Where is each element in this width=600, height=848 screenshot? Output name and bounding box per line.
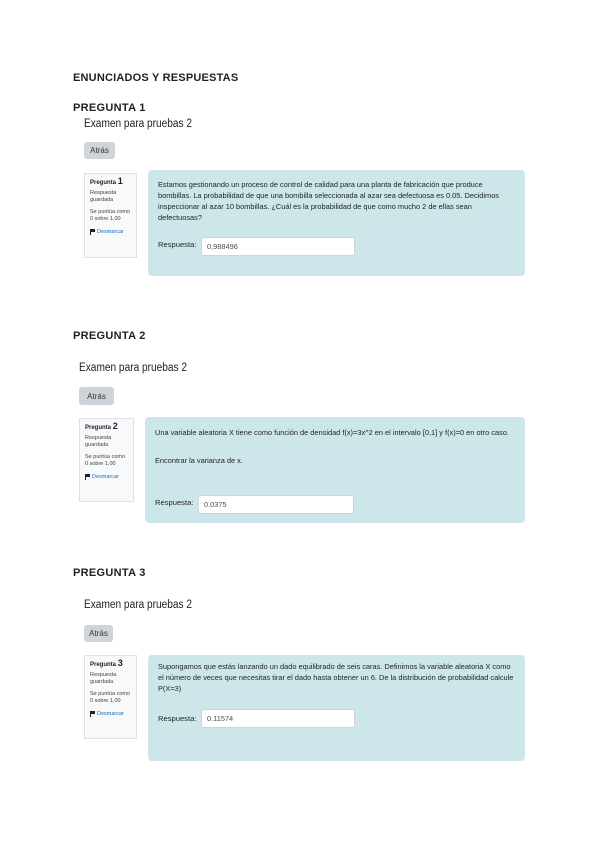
- exam-title: Examen para pruebas 2: [84, 599, 193, 611]
- back-button[interactable]: Atrás: [84, 142, 115, 159]
- flag-icon: [90, 229, 95, 235]
- question-heading: PREGUNTA 1: [73, 102, 146, 114]
- question-mark: Se puntúa como 0 sobre 1,00: [85, 453, 126, 467]
- question-content: [148, 655, 525, 761]
- question-state: Respuesta guardada: [85, 434, 112, 448]
- question-text: Supongamos que estás lanzando un dado equilibrado de seis caras. Definimos la variable aleatoria X como el número de veces que necesitas tirar el dado hasta obtener un 6. De la distribución de probabilidad calcule P(X=3): [158, 662, 514, 693]
- question-heading: PREGUNTA 2: [73, 330, 146, 342]
- back-button[interactable]: Atrás: [79, 387, 114, 405]
- question-text: Estamos gestionando un proceso de control de calidad para una planta de fabricación que produce bombillas. La probabilidad de que una bombilla seleccionada al azar sea defectuosa es 0.05. Decidimos inspeccionar al azar 10 bombillas. ¿Cuál es la probabilidad de que como mucho 2 de ellas sean defectuosas?: [158, 180, 500, 222]
- question-state: Respuesta guardada: [90, 671, 117, 685]
- answer-label: Respuesta:: [158, 714, 197, 723]
- question-state: Respuesta guardada: [90, 189, 117, 203]
- flag-question-link[interactable]: Desmarcar: [90, 229, 131, 237]
- question-content: [148, 170, 525, 276]
- answer-input[interactable]: 0.11574: [201, 709, 355, 728]
- question-number: Pregunta 2: [85, 421, 118, 431]
- question-content: [145, 417, 525, 523]
- answer-input[interactable]: 0.0375: [198, 495, 354, 514]
- exam-title: Examen para pruebas 2: [84, 118, 193, 130]
- question-number: Pregunta 3: [90, 658, 123, 668]
- flag-icon: [85, 474, 90, 480]
- back-button[interactable]: Atrás: [84, 625, 113, 642]
- document-title: ENUNCIADOS Y RESPUESTAS: [73, 72, 239, 84]
- question-mark: Se puntúa como 0 sobre 1,00: [90, 690, 131, 704]
- exam-title: Examen para pruebas 2: [79, 362, 188, 374]
- question-info-panel: [84, 655, 137, 739]
- question-info-panel: [84, 173, 137, 258]
- question-text: Encontrar la varianza de x.: [155, 456, 243, 465]
- question-info-panel: [79, 418, 134, 502]
- flag-question-link[interactable]: Desmarcar: [85, 474, 128, 482]
- question-number: Pregunta 1: [90, 176, 123, 186]
- question-heading: PREGUNTA 3: [73, 567, 146, 579]
- flag-icon: [90, 711, 95, 717]
- answer-input[interactable]: 0,988496: [201, 237, 355, 256]
- question-text: Una variable aleatoria X tiene como función de densidad f(x)=3x^2 en el intervalo [0,1] y f(x)=0 en otro caso.: [155, 428, 509, 437]
- answer-label: Respuesta:: [155, 498, 194, 507]
- flag-question-link[interactable]: Desmarcar: [90, 711, 131, 719]
- question-mark: Se puntúa como 0 sobre 1,00: [90, 208, 131, 222]
- answer-label: Respuesta:: [158, 240, 197, 249]
